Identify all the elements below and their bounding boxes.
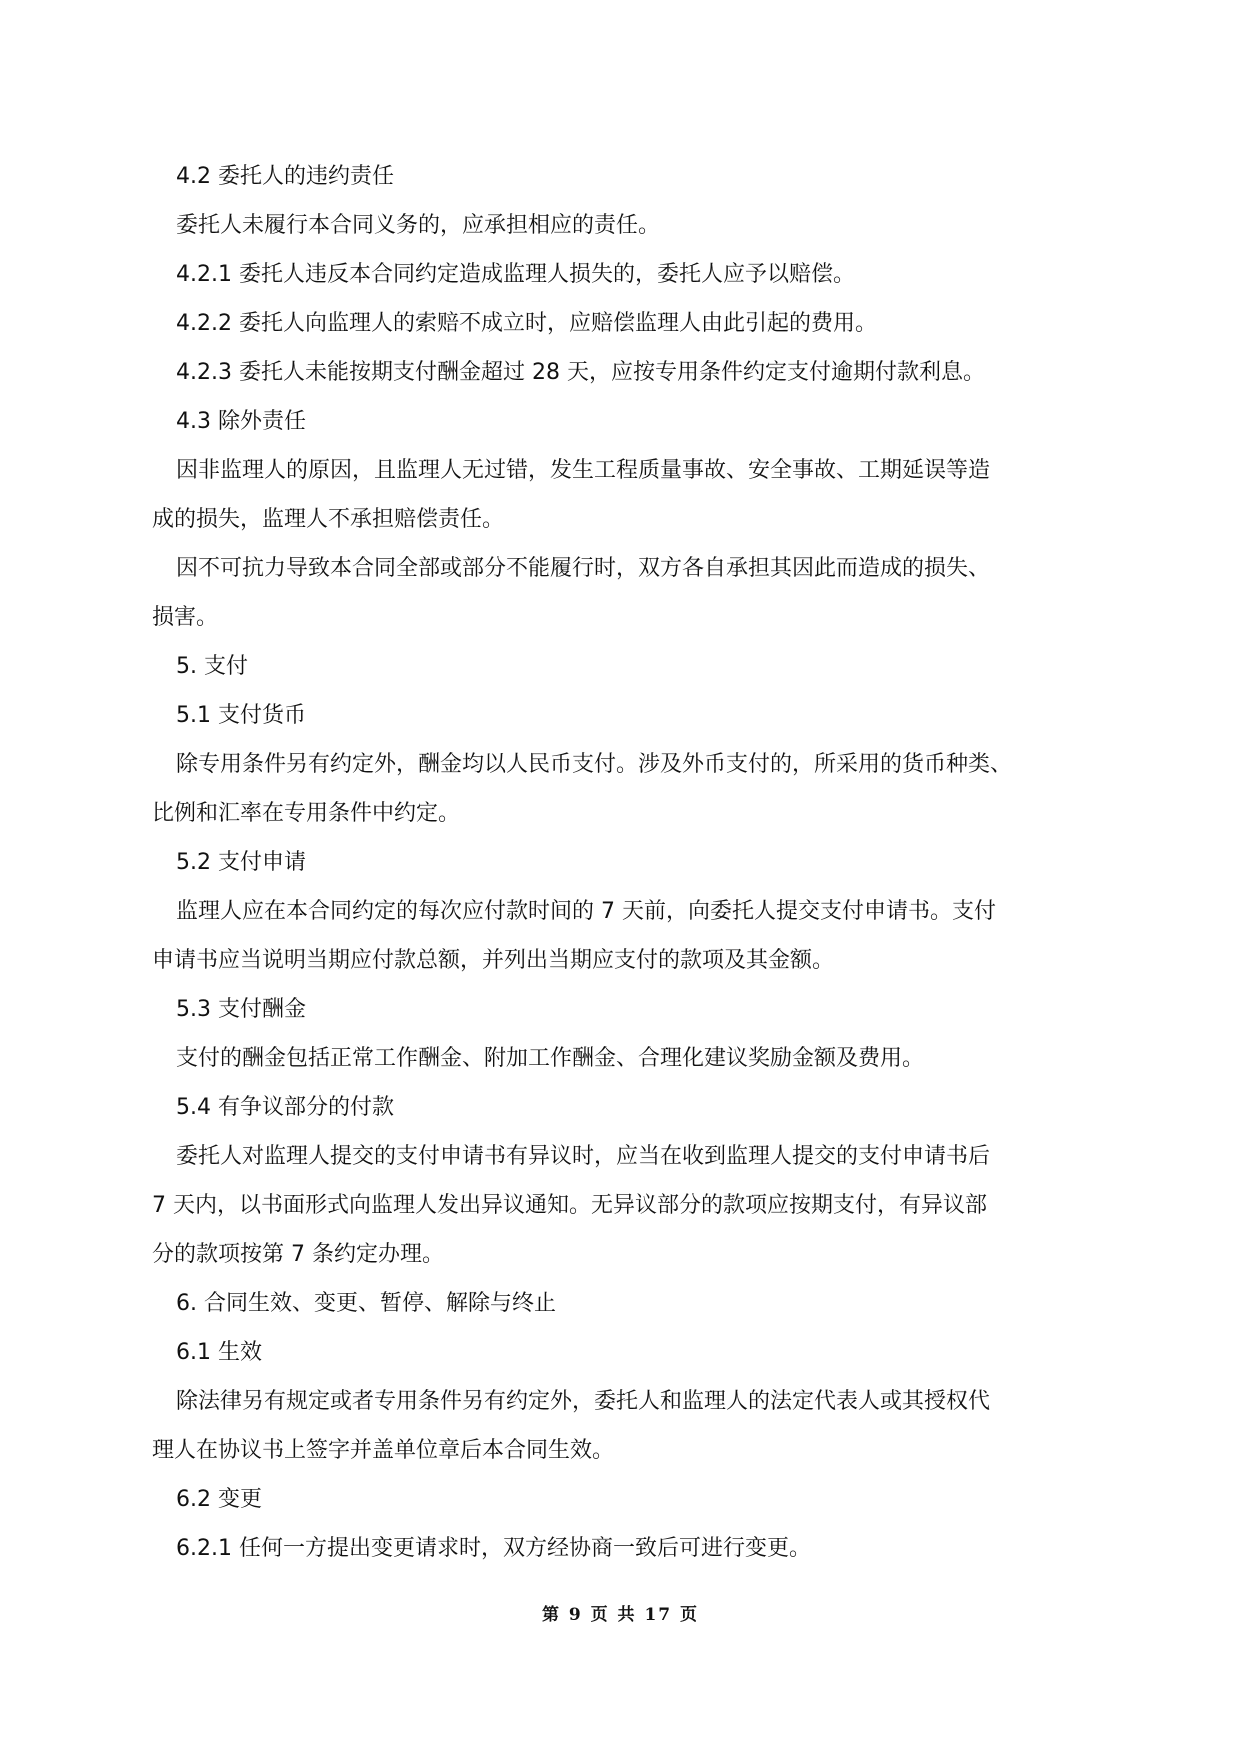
paragraph-line: 成的损失，监理人不承担赔偿责任。 xyxy=(152,507,505,532)
document-body xyxy=(152,152,1092,1573)
paragraph-line: 分的款项按第 7 条约定办理。 xyxy=(152,1242,444,1267)
page-footer: 第 9 页 共 17 页 xyxy=(541,1605,700,1625)
paragraph-line: 7 天内，以书面形式向监理人发出异议通知。无异议部分的款项应按期支付，有异议部 xyxy=(152,1193,987,1218)
section-heading: 6.1 生效 xyxy=(176,1340,262,1365)
section-heading: 5.4 有争议部分的付款 xyxy=(176,1095,394,1120)
section-heading: 6.2.1 任何一方提出变更请求时，双方经协商一致后可进行变更。 xyxy=(176,1536,811,1561)
paragraph-line: 因非监理人的原因，且监理人无过错，发生工程质量事故、安全事故、工期延误等造 xyxy=(176,458,991,483)
paragraph-line: 比例和汇率在专用条件中约定。 xyxy=(152,801,461,826)
paragraph-line: 申请书应当说明当期应付款总额，并列出当期应支付的款项及其金额。 xyxy=(152,948,835,973)
section-heading: 5. 支付 xyxy=(176,654,248,679)
paragraph-line: 委托人对监理人提交的支付申请书有异议时，应当在收到监理人提交的支付申请书后 xyxy=(176,1144,991,1169)
section-heading: 4.2.1 委托人违反本合同约定造成监理人损失的，委托人应予以赔偿。 xyxy=(176,262,855,287)
paragraph-line: 理人在协议书上签字并盖单位章后本合同生效。 xyxy=(152,1438,615,1463)
section-heading: 6.2 变更 xyxy=(176,1487,262,1512)
section-heading: 5.3 支付酬金 xyxy=(176,997,306,1022)
paragraph-line: 损害。 xyxy=(152,605,219,630)
paragraph-line: 除专用条件另有约定外，酬金均以人民币支付。涉及外币支付的，所采用的货币种类、 xyxy=(176,752,1013,777)
paragraph-line: 委托人未履行本合同义务的，应承担相应的责任。 xyxy=(176,213,661,238)
section-heading: 4.2 委托人的违约责任 xyxy=(176,164,394,189)
section-heading: 6. 合同生效、变更、暂停、解除与终止 xyxy=(176,1291,556,1316)
section-heading: 5.1 支付货币 xyxy=(176,703,306,728)
paragraph-line: 除法律另有规定或者专用条件另有约定外，委托人和监理人的法定代表人或其授权代 xyxy=(176,1389,991,1414)
section-heading: 4.3 除外责任 xyxy=(176,409,306,434)
paragraph-line: 监理人应在本合同约定的每次应付款时间的 7 天前，向委托人提交支付申请书。支付 xyxy=(176,899,996,924)
section-heading: 4.2.3 委托人未能按期支付酬金超过 28 天，应按专用条件约定支付逾期付款利息。 xyxy=(176,360,985,385)
section-heading: 4.2.2 委托人向监理人的索赔不成立时，应赔偿监理人由此引起的费用。 xyxy=(176,311,877,336)
paragraph-line: 因不可抗力导致本合同全部或部分不能履行时，双方各自承担其因此而造成的损失、 xyxy=(176,556,991,581)
paragraph-line: 支付的酬金包括正常工作酬金、附加工作酬金、合理化建议奖励金额及费用。 xyxy=(176,1046,925,1071)
section-heading: 5.2 支付申请 xyxy=(176,850,306,875)
